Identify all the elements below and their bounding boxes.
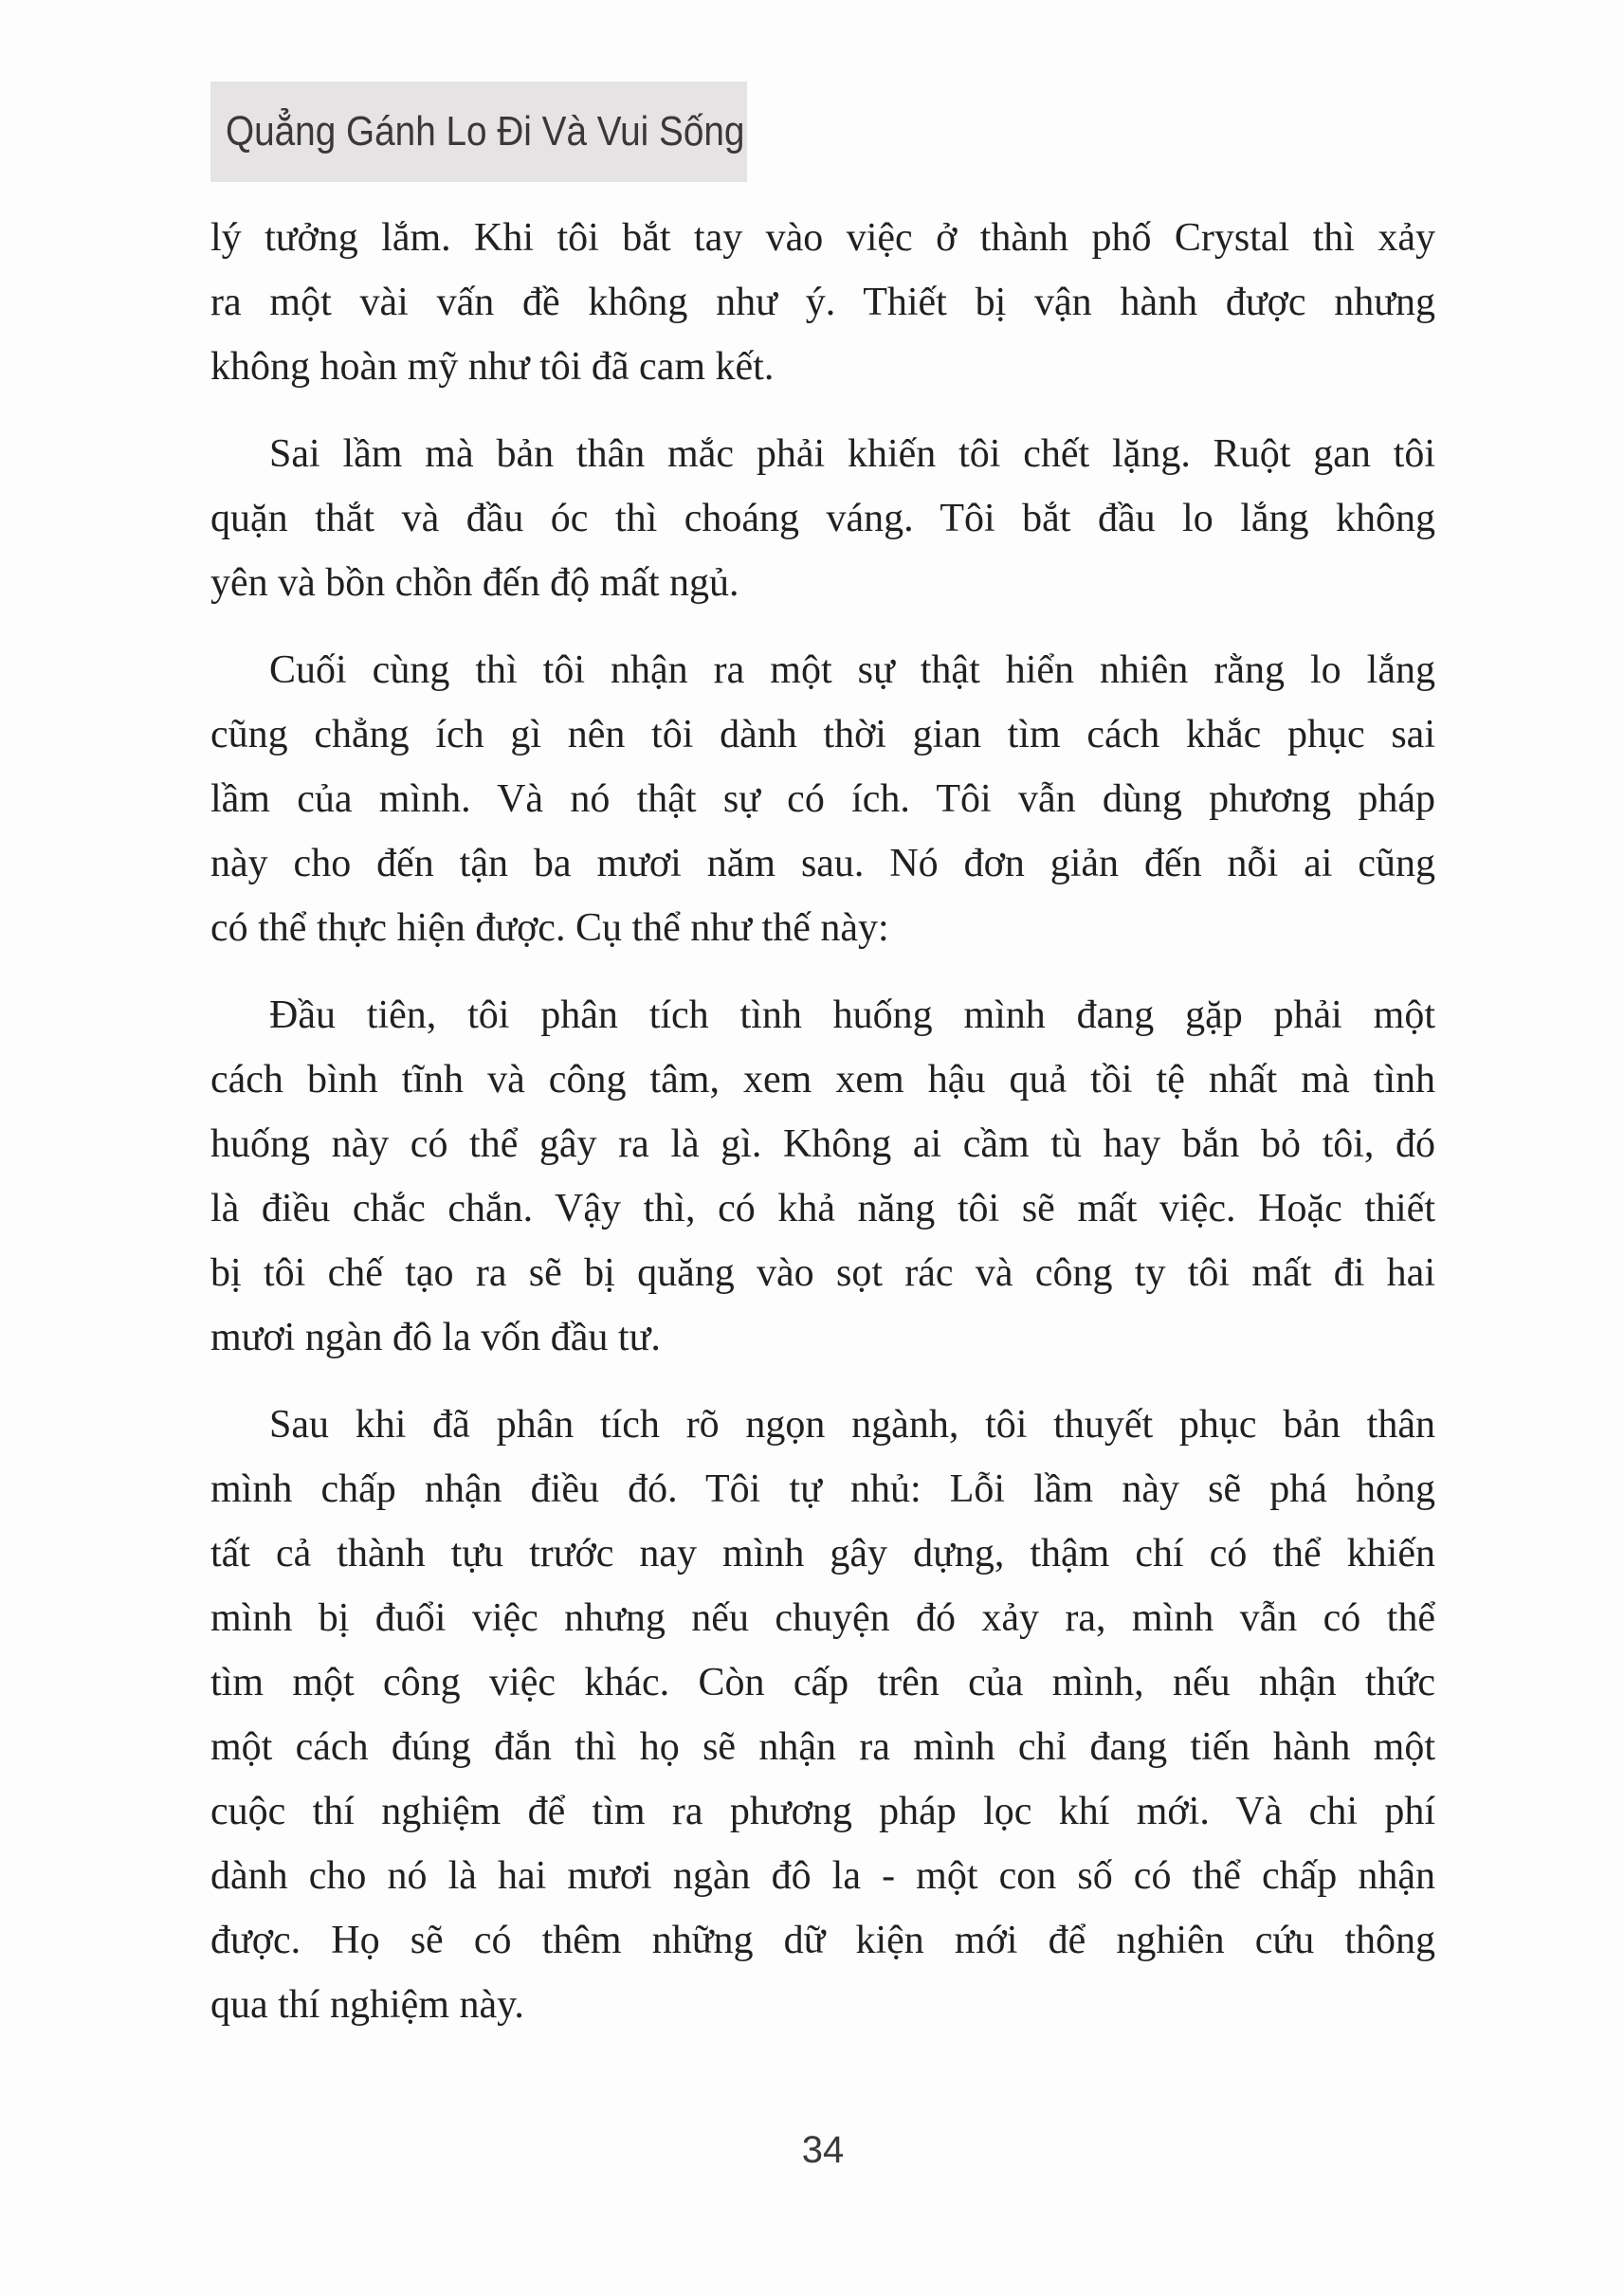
text-line: Sau khi đã phân tích rõ ngọn ngành, tôi thuyết phục bản thân xyxy=(269,1403,1435,1447)
text-line: không hoàn mỹ như tôi đã cam kết. xyxy=(210,345,775,389)
text-line: huống này có thể gây ra là gì. Không ai cầm tù hay bắn bỏ tôi, đó xyxy=(210,1122,1435,1166)
text-line: cũng chẳng ích gì nên tôi dành thời gian tìm cách khắc phục sai xyxy=(210,713,1435,756)
paragraph xyxy=(210,983,1435,1370)
text-line: mình bị đuổi việc nhưng nếu chuyện đó xảy ra, mình vẫn có thể xyxy=(210,1596,1435,1640)
text-line: này cho đến tận ba mươi năm sau. Nó đơn giản đến nỗi ai cũng xyxy=(210,842,1435,885)
body-text xyxy=(210,206,1435,2037)
text-line: dành cho nó là hai mươi ngàn đô la - một con số có thể chấp nhận xyxy=(210,1854,1435,1898)
text-line: mươi ngàn đô la vốn đầu tư. xyxy=(210,1316,661,1359)
paragraph xyxy=(210,638,1435,960)
paragraph xyxy=(210,206,1435,399)
text-line: là điều chắc chắn. Vậy thì, có khả năng tôi sẽ mất việc. Hoặc thiết xyxy=(210,1187,1435,1230)
book-title: Quẳng Gánh Lo Đi Và Vui Sống xyxy=(226,108,745,155)
text-line: một cách đúng đắn thì họ sẽ nhận ra mình chỉ đang tiến hành một xyxy=(210,1725,1435,1769)
text-line: quặn thắt và đầu óc thì choáng váng. Tôi bắt đầu lo lắng không xyxy=(210,497,1435,540)
text-line: lý tưởng lắm. Khi tôi bắt tay vào việc ở thành phố Crystal thì xảy xyxy=(210,216,1435,260)
text-line: cách bình tĩnh và công tâm, xem xem hậu quả tồi tệ nhất mà tình xyxy=(210,1058,1435,1102)
text-line: Sai lầm mà bản thân mắc phải khiến tôi chết lặng. Ruột gan tôi xyxy=(269,432,1435,476)
text-line: mình chấp nhận điều đó. Tôi tự nhủ: Lỗi lầm này sẽ phá hỏng xyxy=(210,1467,1435,1511)
page-number: 34 xyxy=(801,2129,845,2171)
text-line: Cuối cùng thì tôi nhận ra một sự thật hiển nhiên rằng lo lắng xyxy=(269,648,1435,692)
text-line: lầm của mình. Và nó thật sự có ích. Tôi vẫn dùng phương pháp xyxy=(210,777,1435,821)
running-header-band xyxy=(210,82,747,182)
text-line: ra một vài vấn đề không như ý. Thiết bị vận hành được nhưng xyxy=(210,281,1435,324)
text-line: được. Họ sẽ có thêm những dữ kiện mới để nghiên cứu thông xyxy=(210,1919,1435,1962)
text-line: có thể thực hiện được. Cụ thể như thế này: xyxy=(210,906,889,950)
paragraph xyxy=(210,1393,1435,2037)
text-line: qua thí nghiệm này. xyxy=(210,1983,524,2027)
text-line: bị tôi chế tạo ra sẽ bị quăng vào sọt rác và công ty tôi mất đi hai xyxy=(210,1251,1435,1295)
text-line: tất cả thành tựu trước nay mình gây dựng, thậm chí có thể khiến xyxy=(210,1532,1435,1576)
text-line: cuộc thí nghiệm để tìm ra phương pháp lọc khí mới. Và chi phí xyxy=(210,1790,1435,1833)
paragraph xyxy=(210,422,1435,615)
text-line: tìm một công việc khác. Còn cấp trên của mình, nếu nhận thức xyxy=(210,1661,1435,1704)
text-line: Đầu tiên, tôi phân tích tình huống mình đang gặp phải một xyxy=(269,993,1435,1037)
text-line: yên và bồn chồn đến độ mất ngủ. xyxy=(210,561,739,605)
